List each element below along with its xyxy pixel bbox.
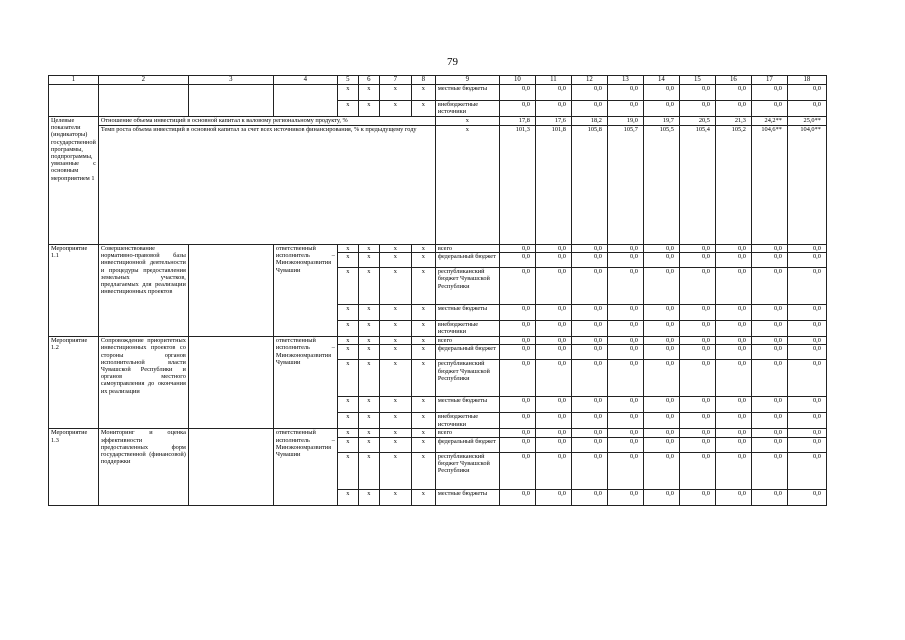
column-header: 17 [751,76,787,85]
x-mark: x [337,253,358,268]
x-mark: x [379,268,411,305]
funding-source: республиканский бюджет Чувашской Республики [435,268,499,305]
x-mark: x [337,337,358,345]
value-cell: 0,0 [535,253,571,268]
value-cell: 0,0 [535,305,571,321]
value-cell: 0,0 [607,245,643,253]
x-mark: x [358,413,379,429]
value-cell: 0,0 [571,397,607,413]
value-cell: 0,0 [679,360,715,397]
x-mark: x [358,489,379,505]
x-mark: x [358,253,379,268]
page-number: 79 [447,56,458,68]
value-cell: 0,0 [787,360,826,397]
value-cell: 0,0 [751,101,787,117]
value-cell: 0,0 [715,101,751,117]
funding-source: местные бюджеты [435,85,499,101]
value-cell: 0,0 [499,337,535,345]
x-mark: x [411,268,435,305]
x-mark: x [337,345,358,360]
indicator-row [49,126,827,245]
empty-cell [188,85,273,117]
x-mark: x [411,397,435,413]
x-mark: x [337,429,358,437]
empty-cell [49,85,99,117]
funding-source: республиканский бюджет Чувашской Республики [435,452,499,489]
value-cell: 0,0 [715,429,751,437]
value-cell: 0,0 [535,245,571,253]
x-mark: x [411,337,435,345]
value-cell: 0,0 [715,321,751,337]
x-mark: x [435,126,499,245]
value-cell: 0,0 [679,321,715,337]
x-mark: x [337,101,358,117]
value-cell: 0,0 [715,305,751,321]
measure-executor: ответственный исполнитель – Минэкономразвития Чувашии [273,337,337,429]
value-cell: 105,2 [715,126,751,245]
value-cell: 0,0 [643,397,679,413]
value-cell: 0,0 [679,268,715,305]
x-mark: x [411,305,435,321]
x-mark: x [411,253,435,268]
value-cell: 0,0 [643,253,679,268]
x-mark: x [358,268,379,305]
value-cell: 0,0 [499,101,535,117]
value-cell: 0,0 [751,360,787,397]
x-mark: x [379,452,411,489]
value-cell: 18,2 [571,117,607,126]
header-row [49,76,827,85]
x-mark: x [337,413,358,429]
x-mark: x [358,85,379,101]
value-cell: 17,8 [499,117,535,126]
x-mark: x [337,437,358,452]
funding-source: всего [435,429,499,437]
x-mark: x [337,489,358,505]
column-header: 7 [379,76,411,85]
table-row [49,429,827,437]
column-header: 8 [411,76,435,85]
funding-source: местные бюджеты [435,305,499,321]
value-cell: 0,0 [787,345,826,360]
column-header: 11 [535,76,571,85]
value-cell: 0,0 [679,413,715,429]
value-cell: 0,0 [571,429,607,437]
value-cell: 0,0 [607,413,643,429]
value-cell: 0,0 [679,305,715,321]
value-cell: 0,0 [643,245,679,253]
value-cell: 0,0 [571,85,607,101]
x-mark: x [379,305,411,321]
value-cell: 0,0 [787,429,826,437]
value-cell: 0,0 [751,337,787,345]
value-cell: 0,0 [499,245,535,253]
value-cell: 0,0 [787,452,826,489]
value-cell: 0,0 [787,489,826,505]
x-mark: x [358,245,379,253]
value-cell: 0,0 [499,452,535,489]
value-cell: 0,0 [715,437,751,452]
table-row [49,337,827,345]
value-cell: 0,0 [787,437,826,452]
x-mark: x [379,337,411,345]
value-cell: 0,0 [715,345,751,360]
x-mark: x [379,245,411,253]
value-cell: 0,0 [679,253,715,268]
x-mark: x [337,268,358,305]
measure-name: Сопровождение приоритетных инвестиционных проектов со стороны органов исполнительной власти Чувашской Республики и органов местного самоуправления до окончания их реализации [98,337,188,429]
value-cell: 0,0 [499,397,535,413]
value-cell: 104,6** [751,126,787,245]
value-cell: 0,0 [571,489,607,505]
value-cell: 0,0 [643,413,679,429]
value-cell: 0,0 [571,360,607,397]
funding-source: внебюджетные источники [435,321,499,337]
table-body [49,76,827,506]
x-mark: x [358,337,379,345]
funding-source: внебюджетные источники [435,413,499,429]
x-mark: x [379,101,411,117]
value-cell: 0,0 [679,85,715,101]
value-cell: 0,0 [715,397,751,413]
x-mark: x [411,489,435,505]
measure-label: Мероприятие 1.1 [49,245,99,337]
measure-executor: ответственный исполнитель – Минэкономразвития Чувашии [273,245,337,337]
value-cell: 0,0 [751,429,787,437]
empty-cell [188,337,273,429]
value-cell: 0,0 [751,489,787,505]
x-mark: x [411,437,435,452]
value-cell: 0,0 [607,253,643,268]
column-header: 4 [273,76,337,85]
value-cell: 0,0 [787,305,826,321]
value-cell: 0,0 [643,345,679,360]
column-header: 14 [643,76,679,85]
value-cell: 0,0 [535,429,571,437]
value-cell: 0,0 [535,268,571,305]
value-cell: 0,0 [679,101,715,117]
value-cell: 0,0 [787,337,826,345]
value-cell: 0,0 [499,437,535,452]
budget-table [48,75,827,506]
x-mark: x [379,413,411,429]
measure-name: Совершенствование нормативно-правовой базы инвестиционной деятельности и процедуры предоставления земельных участков, предлагаемых для реализации инвестиционных проектов [98,245,188,337]
x-mark: x [379,429,411,437]
funding-source: внебюджетные источники [435,101,499,117]
x-mark: x [358,305,379,321]
value-cell: 0,0 [607,437,643,452]
value-cell: 0,0 [751,452,787,489]
value-cell: 0,0 [715,85,751,101]
funding-source: всего [435,245,499,253]
value-cell: 0,0 [787,101,826,117]
value-cell: 0,0 [715,245,751,253]
value-cell: 0,0 [643,360,679,397]
value-cell: 0,0 [535,413,571,429]
value-cell: 0,0 [571,268,607,305]
measure-name: Мониторинг и оценка эффективности предоставленных форм государственной (финансовой) поддержки [98,429,188,505]
value-cell: 0,0 [499,345,535,360]
column-header: 18 [787,76,826,85]
value-cell: 0,0 [787,413,826,429]
x-mark: x [411,360,435,397]
column-header: 2 [98,76,188,85]
empty-cell [98,85,188,117]
value-cell: 0,0 [535,85,571,101]
value-cell: 0,0 [499,268,535,305]
column-header: 16 [715,76,751,85]
x-mark: x [411,452,435,489]
funding-source: республиканский бюджет Чувашской Республики [435,360,499,397]
value-cell: 24,2** [751,117,787,126]
x-mark: x [411,413,435,429]
funding-source: всего [435,337,499,345]
x-mark: x [411,245,435,253]
table-row [49,245,827,253]
value-cell: 0,0 [607,85,643,101]
value-cell: 0,0 [751,268,787,305]
value-cell: 0,0 [499,413,535,429]
value-cell: 21,3 [715,117,751,126]
value-cell: 0,0 [715,337,751,345]
x-mark: x [337,452,358,489]
value-cell: 0,0 [715,452,751,489]
x-mark: x [411,321,435,337]
indicator-row [49,117,827,126]
x-mark: x [379,85,411,101]
value-cell: 101,8 [535,126,571,245]
value-cell: 0,0 [643,305,679,321]
x-mark: x [337,360,358,397]
x-mark: x [411,101,435,117]
value-cell: 0,0 [607,101,643,117]
value-cell: 0,0 [751,437,787,452]
value-cell: 0,0 [535,437,571,452]
x-mark: x [358,429,379,437]
value-cell: 0,0 [571,345,607,360]
x-mark: x [337,245,358,253]
x-mark: x [337,85,358,101]
funding-source: местные бюджеты [435,397,499,413]
value-cell: 0,0 [715,489,751,505]
column-header: 15 [679,76,715,85]
x-mark: x [358,360,379,397]
value-cell: 0,0 [715,413,751,429]
x-mark: x [379,489,411,505]
value-cell: 17,6 [535,117,571,126]
x-mark: x [358,101,379,117]
value-cell: 0,0 [607,305,643,321]
x-mark: x [411,85,435,101]
x-mark: x [358,397,379,413]
value-cell: 0,0 [499,489,535,505]
value-cell: 0,0 [499,429,535,437]
value-cell: 0,0 [607,268,643,305]
value-cell: 0,0 [643,429,679,437]
x-mark: x [358,437,379,452]
value-cell: 0,0 [643,489,679,505]
indicator-text: Отношение объема инвестиций в основной капитал к валовому региональному продукту, % [98,117,435,126]
value-cell: 0,0 [499,85,535,101]
value-cell: 105,8 [571,126,607,245]
value-cell: 0,0 [751,413,787,429]
x-mark: x [337,397,358,413]
column-header: 3 [188,76,273,85]
value-cell: 0,0 [679,437,715,452]
value-cell: 0,0 [715,360,751,397]
value-cell: 0,0 [751,245,787,253]
value-cell: 0,0 [643,85,679,101]
indicators-label: Целевые показатели (индикаторы) государственной программы, подпрограммы, увязанные с основным мероприятием 1 [49,117,99,245]
value-cell: 0,0 [679,452,715,489]
value-cell: 0,0 [607,452,643,489]
x-mark: x [358,452,379,489]
value-cell: 0,0 [607,337,643,345]
value-cell: 0,0 [715,253,751,268]
value-cell: 0,0 [679,397,715,413]
value-cell: 0,0 [571,253,607,268]
value-cell: 0,0 [679,337,715,345]
value-cell: 0,0 [751,345,787,360]
value-cell: 0,0 [751,321,787,337]
x-mark: x [379,437,411,452]
value-cell: 0,0 [607,429,643,437]
value-cell: 105,7 [607,126,643,245]
value-cell: 0,0 [607,489,643,505]
indicator-text: Темп роста объема инвестиций в основной капитал за счет всех источников финансирования, % к предыдущему году [98,126,435,245]
value-cell: 0,0 [571,413,607,429]
value-cell: 0,0 [643,268,679,305]
funding-source: местные бюджеты [435,489,499,505]
x-mark: x [411,345,435,360]
value-cell: 0,0 [787,321,826,337]
value-cell: 0,0 [499,360,535,397]
funding-source: федеральный бюджет [435,437,499,452]
x-mark: x [337,305,358,321]
column-header: 9 [435,76,499,85]
value-cell: 0,0 [571,245,607,253]
column-header: 12 [571,76,607,85]
value-cell: 0,0 [499,321,535,337]
value-cell: 0,0 [607,345,643,360]
x-mark: x [435,117,499,126]
value-cell: 0,0 [571,101,607,117]
x-mark: x [337,321,358,337]
x-mark: x [358,321,379,337]
value-cell: 0,0 [607,360,643,397]
value-cell: 0,0 [571,452,607,489]
value-cell: 0,0 [787,397,826,413]
value-cell: 0,0 [571,337,607,345]
funding-source: федеральный бюджет [435,253,499,268]
value-cell: 0,0 [751,305,787,321]
value-cell: 0,0 [535,337,571,345]
empty-cell [188,245,273,337]
measure-label: Мероприятие 1.2 [49,337,99,429]
x-mark: x [379,397,411,413]
value-cell: 0,0 [787,268,826,305]
value-cell: 0,0 [787,85,826,101]
value-cell: 0,0 [535,345,571,360]
value-cell: 0,0 [679,489,715,505]
value-cell: 0,0 [751,397,787,413]
value-cell: 0,0 [607,321,643,337]
value-cell: 0,0 [535,360,571,397]
x-mark: x [379,253,411,268]
value-cell: 0,0 [643,321,679,337]
measure-label: Мероприятие 1.3 [49,429,99,505]
value-cell: 0,0 [643,452,679,489]
value-cell: 0,0 [571,305,607,321]
value-cell: 19,7 [643,117,679,126]
value-cell: 0,0 [607,397,643,413]
table-row [49,85,827,101]
value-cell: 0,0 [787,245,826,253]
x-mark: x [379,360,411,397]
value-cell: 0,0 [751,253,787,268]
empty-cell [188,429,273,505]
column-header: 10 [499,76,535,85]
value-cell: 101,3 [499,126,535,245]
column-header: 13 [607,76,643,85]
value-cell: 0,0 [643,437,679,452]
value-cell: 0,0 [715,268,751,305]
value-cell: 0,0 [679,429,715,437]
funding-source: федеральный бюджет [435,345,499,360]
column-header: 1 [49,76,99,85]
value-cell: 19,0 [607,117,643,126]
value-cell: 25,0** [787,117,826,126]
value-cell: 0,0 [643,337,679,345]
value-cell: 0,0 [787,253,826,268]
column-header: 6 [358,76,379,85]
value-cell: 0,0 [535,489,571,505]
value-cell: 0,0 [535,397,571,413]
x-mark: x [379,321,411,337]
measure-executor: ответственный исполнитель – Минэкономразвития Чувашии [273,429,337,505]
value-cell: 0,0 [499,253,535,268]
x-mark: x [379,345,411,360]
x-mark: x [358,345,379,360]
value-cell: 0,0 [571,437,607,452]
value-cell: 104,0** [787,126,826,245]
value-cell: 0,0 [571,321,607,337]
value-cell: 0,0 [535,321,571,337]
column-header: 5 [337,76,358,85]
value-cell: 0,0 [499,305,535,321]
value-cell: 0,0 [679,245,715,253]
value-cell: 20,5 [679,117,715,126]
value-cell: 0,0 [643,101,679,117]
value-cell: 0,0 [535,452,571,489]
empty-cell [273,85,337,117]
value-cell: 0,0 [751,85,787,101]
x-mark: x [411,429,435,437]
value-cell: 105,5 [643,126,679,245]
value-cell: 105,4 [679,126,715,245]
value-cell: 0,0 [535,101,571,117]
value-cell: 0,0 [679,345,715,360]
